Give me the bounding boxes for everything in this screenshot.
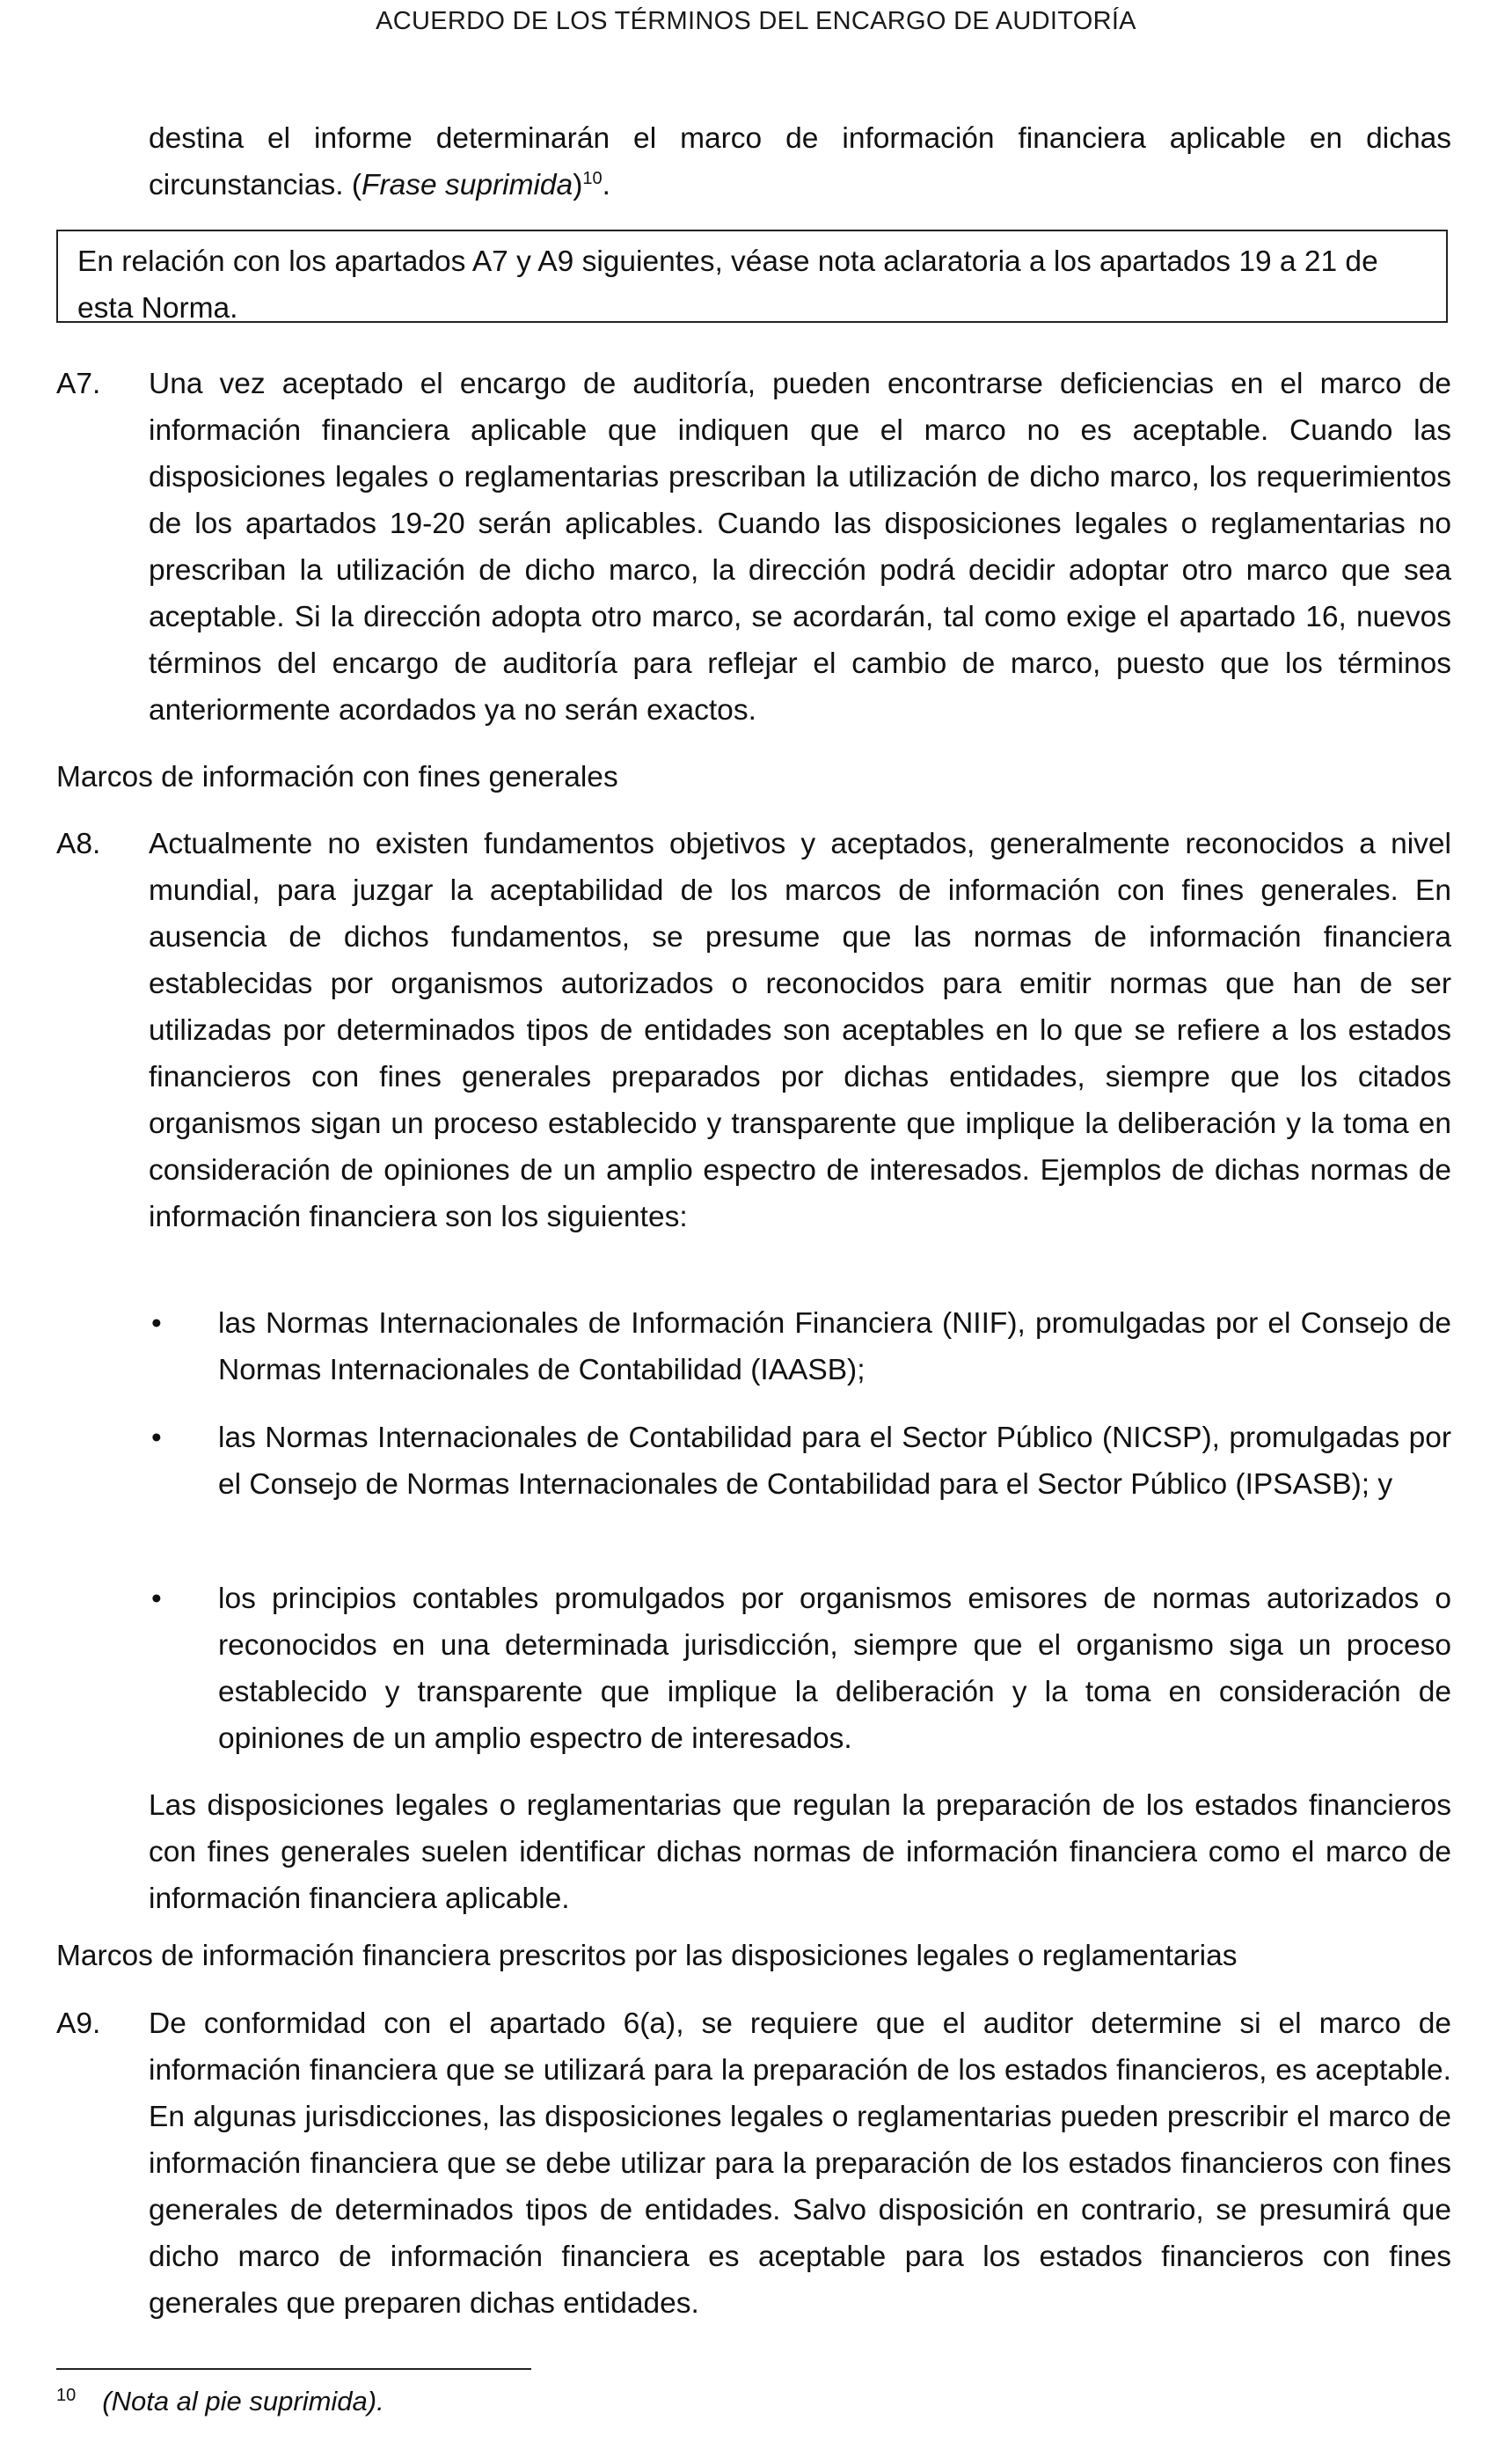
page-header: ACUERDO DE LOS TÉRMINOS DEL ENCARGO DE AUDITORÍA (376, 7, 1136, 35)
intro-close: ) (573, 169, 583, 201)
footnote-mark: 10 (56, 2385, 77, 2405)
paragraph-a8: Actualmente no existen fundamentos objetivos y aceptados, generalmente reconocidos a nivel mundial, para juzgar la aceptabilidad de los marcos de información con fines generales. En ausencia de dichos fundamentos, se presume que las normas de información financiera establecidas por organismos autorizados o reconocidos para emitir normas que han de ser utilizadas por determinados tipos de entidades son aceptables en lo que se refiere a los estados financieros con fines generales preparados por dichas entidades, siempre que los citados organismos sigan un proceso establecido y transparente que implique la deliberación y la toma en consideración de opiniones de un amplio espectro de interesados. Ejemplos de dichas normas de información financiera son los siguientes: (149, 828, 1451, 1233)
intro-text: destina el informe determinarán el marco de información financiera aplicable en dichas circunstancias. ( (149, 122, 1451, 201)
note-box-text: En relación con los apartados A7 y A9 siguientes, véase nota aclaratoria a los apartados 19 a 21 de esta Norma. (77, 245, 1378, 325)
section-heading-prescribed-frameworks: Marcos de información financiera prescritos por las disposiciones legales o reglamentarias (56, 1940, 1238, 1972)
paragraph-number-a7: A7. (56, 368, 101, 400)
footnote-text: (Nota al pie suprimida). (102, 2386, 384, 2416)
bullet-marker: • (151, 1422, 162, 1454)
intro-paragraph (149, 115, 1451, 208)
bullet-marker: • (151, 1307, 162, 1340)
paragraph-number-a8: A8. (56, 828, 101, 860)
bullet-item-nicsp: las Normas Internacionales de Contabilidad para el Sector Público (NICSP), promulgadas por el Consejo de Normas Internacionales de Contabilidad para el Sector Público (IPSASB); y (218, 1422, 1451, 1501)
paragraph-a7: Una vez aceptado el encargo de auditoría, pueden encontrarse deficiencias en el marco de información financiera aplicable que indiquen que el marco no es aceptable. Cuando las disposiciones legales o reglamentarias prescriban la utilización de dicho marco, los requerimientos de los apartados 19-20 serán aplicables. Cuando las disposiciones legales o reglamentarias no prescriban la utilización de dicho marco, la dirección podrá decidir adoptar otro marco que sea aceptable. Si la dirección adopta otro marco, se acordarán, tal como exige el apartado 16, nuevos términos del encargo de auditoría para reflejar el cambio de marco, puesto que los términos anteriormente acordados ya no serán exactos. (149, 368, 1451, 727)
footnote-reference[interactable]: 10 (582, 168, 603, 188)
footnote (56, 2380, 384, 2424)
bullet-marker: • (151, 1583, 162, 1615)
section-heading-general-purpose: Marcos de información con fines generales (56, 761, 618, 793)
paragraph-a8-closing: Las disposiciones legales o reglamentarias que regulan la preparación de los estados financieros con fines generales suelen identificar dichas normas de información financiera como el marco de información financiera aplicable. (149, 1789, 1451, 1915)
footnote-separator (56, 2368, 531, 2370)
paragraph-number-a9: A9. (56, 2007, 101, 2040)
intro-italic: Frase suprimida (362, 169, 573, 201)
bullet-item-niif: las Normas Internacionales de Información Financiera (NIIF), promulgadas por el Consejo de Normas Internacionales de Contabilidad (IAASB); (218, 1307, 1451, 1386)
bullet-item-principles: los principios contables promulgados por organismos emisores de normas autorizados o reconocidos en una determinada jurisdicción, siempre que el organismo siga un proceso establecido y transparente que implique la deliberación y la toma en consideración de opiniones de un amplio espectro de interesados. (218, 1583, 1451, 1755)
paragraph-a9: De conformidad con el apartado 6(a), se requiere que el auditor determine si el marco de información financiera que se utilizará para la preparación de los estados financieros, es aceptable. En algunas jurisdicciones, las disposiciones legales o reglamentarias pueden prescribir el marco de información financiera que se debe utilizar para la preparación de los estados financieros con fines generales de determinados tipos de entidades. Salvo disposición en contrario, se presumirá que dicho marco de información financiera es aceptable para los estados financieros con fines generales que preparen dichas entidades. (149, 2007, 1451, 2320)
intro-end: . (602, 169, 610, 201)
explanatory-note-box (56, 230, 1448, 323)
